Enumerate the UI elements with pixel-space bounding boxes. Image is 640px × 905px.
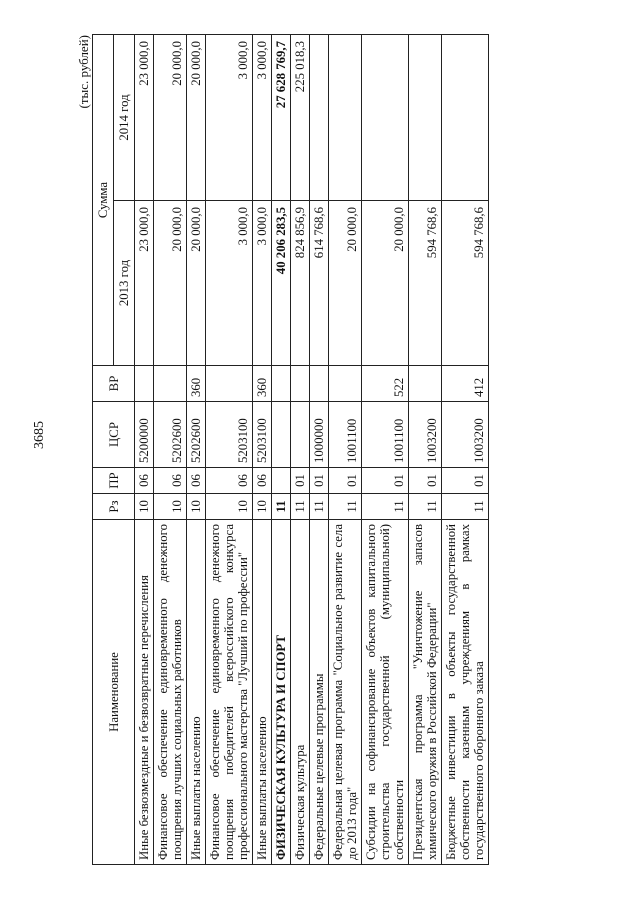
row-vr — [135, 366, 154, 402]
row-pr: 06 — [187, 468, 206, 494]
row-name: Финансовое обеспечение единовременного денежного поощрения победителей всероссийского конкурса профессионального мастерства "Лучший по профессии" — [206, 520, 253, 865]
row-vr — [291, 366, 310, 402]
row-csr: 5203100 — [206, 402, 253, 468]
row-vr: 360 — [187, 366, 206, 402]
row-pr: 06 — [253, 468, 272, 494]
row-name: Физическая культура — [291, 520, 310, 865]
row-vr — [154, 366, 187, 402]
table-row — [329, 35, 362, 865]
row-pr — [272, 468, 291, 494]
table-row — [206, 35, 253, 865]
table-row — [272, 35, 291, 865]
table-row — [442, 35, 489, 865]
row-pr: 06 — [206, 468, 253, 494]
row-sum-2014 — [362, 35, 409, 201]
row-name: Финансовое обеспечение единовременного денежного поощрения лучших социальных работников — [154, 520, 187, 865]
row-rz: 11 — [310, 494, 329, 520]
table-row — [291, 35, 310, 865]
row-rz: 11 — [272, 494, 291, 520]
row-csr: 5202600 — [187, 402, 206, 468]
row-vr — [272, 366, 291, 402]
row-sum-2014: 23 000,0 — [135, 35, 154, 201]
row-rz: 11 — [362, 494, 409, 520]
row-sum-2013: 20 000,0 — [362, 201, 409, 366]
row-csr: 1001100 — [329, 402, 362, 468]
header-vr: ВР — [93, 366, 135, 402]
table-row — [409, 35, 442, 865]
header-sum: Сумма — [93, 35, 114, 366]
row-vr: 412 — [442, 366, 489, 402]
row-name: Федеральная целевая программа "Социальное развитие села до 2013 года" — [329, 520, 362, 865]
row-sum-2014: 225 018,3 — [291, 35, 310, 201]
row-sum-2014: 3 000,0 — [253, 35, 272, 201]
row-rz: 10 — [187, 494, 206, 520]
table-row — [154, 35, 187, 865]
row-csr: 1003200 — [409, 402, 442, 468]
row-sum-2013: 3 000,0 — [206, 201, 253, 366]
row-sum-2014: 27 628 769,7 — [272, 35, 291, 201]
row-rz: 11 — [291, 494, 310, 520]
row-name: Субсидии на софинансирование объектов капитального строительства государственной (муниципальной) собственности — [362, 520, 409, 865]
row-sum-2013: 20 000,0 — [187, 201, 206, 366]
row-vr: 522 — [362, 366, 409, 402]
row-vr: 360 — [253, 366, 272, 402]
row-name: Иные выплаты населению — [187, 520, 206, 865]
header-2014: 2014 год — [114, 35, 135, 201]
row-pr: 01 — [362, 468, 409, 494]
budget-table-page — [74, 35, 536, 865]
row-sum-2013: 3 000,0 — [253, 201, 272, 366]
row-csr: 1003200 — [442, 402, 489, 468]
row-sum-2014 — [310, 35, 329, 201]
units-label: (тыс. рублей) — [76, 35, 91, 109]
row-sum-2014: 20 000,0 — [154, 35, 187, 201]
row-pr: 01 — [409, 468, 442, 494]
row-rz: 11 — [409, 494, 442, 520]
row-sum-2013: 594 768,6 — [409, 201, 442, 366]
row-name: Федеральные целевые программы — [310, 520, 329, 865]
row-sum-2013: 594 768,6 — [442, 201, 489, 366]
row-sum-2014: 3 000,0 — [206, 35, 253, 201]
row-vr — [329, 366, 362, 402]
row-sum-2013: 20 000,0 — [329, 201, 362, 366]
table-row — [187, 35, 206, 865]
row-name: Иные выплаты населению — [253, 520, 272, 865]
page-number: 3685 — [32, 421, 47, 449]
row-sum-2013: 614 768,6 — [310, 201, 329, 366]
row-name: ФИЗИЧЕСКАЯ КУЛЬТУРА И СПОРТ — [272, 520, 291, 865]
row-sum-2013: 20 000,0 — [154, 201, 187, 366]
row-sum-2013: 40 206 283,5 — [272, 201, 291, 366]
header-rz: Рз — [93, 494, 135, 520]
table-row — [362, 35, 409, 865]
row-pr: 01 — [442, 468, 489, 494]
row-vr — [206, 366, 253, 402]
row-csr: 1001100 — [362, 402, 409, 468]
row-csr — [291, 402, 310, 468]
row-name: Президентская программа "Уничтожение запасов химического оружия в Российской Федерации" — [409, 520, 442, 865]
header-2013: 2013 год — [114, 201, 135, 366]
row-name: Иные безвозмездные и безвозвратные перечисления — [135, 520, 154, 865]
row-pr: 01 — [310, 468, 329, 494]
row-csr: 5200000 — [135, 402, 154, 468]
table-row — [135, 35, 154, 865]
row-sum-2014 — [329, 35, 362, 201]
row-csr: 1000000 — [310, 402, 329, 468]
header-csr: ЦСР — [93, 402, 135, 468]
budget-table — [92, 34, 489, 865]
row-name: Бюджетные инвестиции в объекты государственной собственности казенным учреждениям в рамках государственного оборонного заказа — [442, 520, 489, 865]
table-row — [253, 35, 272, 865]
row-pr: 06 — [135, 468, 154, 494]
table-body — [135, 35, 489, 865]
row-rz: 11 — [442, 494, 489, 520]
row-rz: 10 — [135, 494, 154, 520]
row-sum-2014 — [409, 35, 442, 201]
row-vr — [409, 366, 442, 402]
row-pr: 01 — [329, 468, 362, 494]
row-pr: 01 — [291, 468, 310, 494]
row-rz: 10 — [154, 494, 187, 520]
row-csr: 5203100 — [253, 402, 272, 468]
row-sum-2013: 824 856,9 — [291, 201, 310, 366]
row-csr: 5202600 — [154, 402, 187, 468]
header-pr: ПР — [93, 468, 135, 494]
row-sum-2014: 20 000,0 — [187, 35, 206, 201]
table-row — [310, 35, 329, 865]
row-rz: 10 — [253, 494, 272, 520]
row-vr — [310, 366, 329, 402]
row-sum-2014 — [442, 35, 489, 201]
row-rz: 10 — [206, 494, 253, 520]
row-rz: 11 — [329, 494, 362, 520]
row-sum-2013: 23 000,0 — [135, 201, 154, 366]
header-name: Наименование — [93, 520, 135, 865]
row-csr — [272, 402, 291, 468]
row-pr: 06 — [154, 468, 187, 494]
